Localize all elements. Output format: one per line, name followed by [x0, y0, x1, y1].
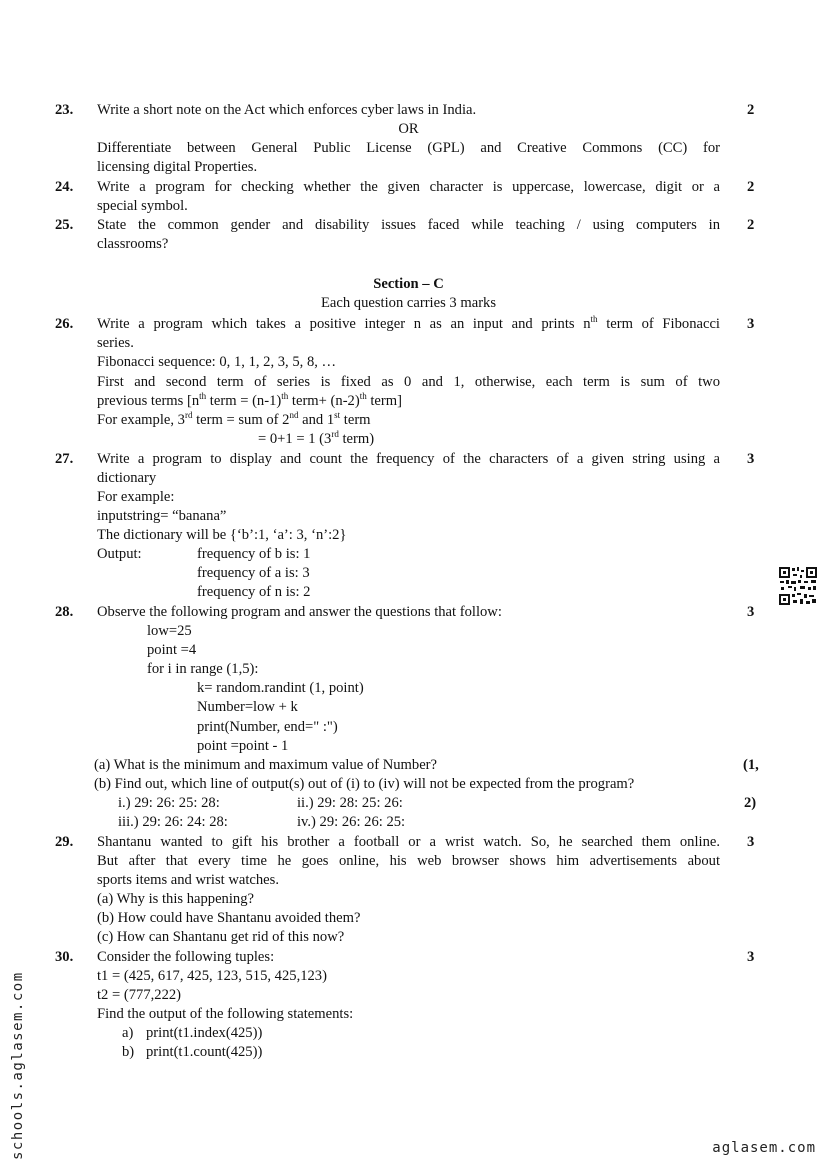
q28-code-inner-line: k= random.randint (1, point)	[197, 680, 364, 696]
q28-number: 28.	[55, 604, 74, 620]
q30-part-a-code: print(t1.index(425))	[146, 1025, 263, 1041]
q27-output-label: Output:	[97, 546, 142, 562]
q27-output-1: frequency of b is: 1	[197, 546, 311, 562]
q29-part-a: (a) Why is this happening?	[97, 891, 254, 907]
qr-code-icon	[778, 566, 818, 606]
q26-line7: = 0+1 = 1 (3rd term)	[258, 429, 375, 447]
q23-marks: 2	[747, 102, 755, 118]
q28-code-inner-line: print(Number, end=" :")	[197, 719, 338, 735]
q24-number: 24.	[55, 179, 74, 195]
q26-line5: previous terms [$n^{th}$ term = $(n-1)^{th}$ term+ $(n-2)^{th}$ term]	[97, 391, 402, 409]
q27-line2: dictionary	[97, 470, 157, 486]
q28-intro: Observe the following program and answer the questions that follow:	[97, 604, 502, 620]
q29-marks: 3	[747, 834, 755, 850]
q29-part-c: (c) How can Shantanu get rid of this now?	[97, 929, 345, 945]
q28-code-line: low=25	[147, 623, 192, 639]
q23-or: OR	[398, 121, 419, 137]
q25-marks: 2	[747, 217, 755, 233]
q28-option-ii: ii.) 29: 28: 25: 26:	[297, 795, 403, 811]
q30-number: 30.	[55, 949, 74, 965]
q29-line2: But after that every time he goes online, his web browser shows him advertisements about	[97, 853, 720, 869]
q30-line4: Find the output of the following statements:	[97, 1006, 354, 1022]
q30-part-b-label: b)	[122, 1044, 135, 1060]
q23-alt-line2: licensing digital Properties.	[97, 159, 258, 175]
side-watermark: schools.aglasem.com	[10, 971, 26, 1160]
q28-code-inner-line: Number=low + k	[197, 699, 298, 715]
q29-line3: sports items and wrist watches.	[97, 872, 279, 888]
q29-number: 29.	[55, 834, 74, 850]
q25-number: 25.	[55, 217, 74, 233]
q25-line1: State the common gender and disability issues faced while teaching / using computers in	[97, 217, 720, 233]
section-c-subtitle: Each question carries 3 marks	[320, 295, 497, 311]
q28-code-line: point =4	[147, 642, 197, 658]
q30-part-a-label: a)	[122, 1025, 134, 1041]
q26-line4: First and second term of series is fixed as 0 and 1, otherwise, each term is sum of two	[97, 374, 720, 390]
q27-line5: The dictionary will be {‘b’:1, ‘a’: 3, ‘n’:2}	[97, 527, 347, 543]
section-c-title: Section – C	[373, 276, 444, 292]
q28-code-inner-line: point =point - 1	[197, 738, 289, 754]
q30-tuple-t2: t2 = (777,222)	[97, 987, 182, 1003]
q28-option-i: i.) 29: 26: 25: 28:	[118, 795, 220, 811]
q27-output-2: frequency of a is: 3	[197, 565, 310, 581]
q28-option-iii: iii.) 29: 26: 24: 28:	[118, 814, 228, 830]
q23-text: Write a short note on the Act which enforces cyber laws in India.	[97, 102, 477, 118]
q30-tuple-t1: t1 = (425, 617, 425, 123, 515, 425,123)	[97, 968, 327, 984]
q24-line2: special symbol.	[97, 198, 188, 214]
q30-marks: 3	[747, 949, 755, 965]
q27-marks: 3	[747, 451, 755, 467]
q28-part-a-marks: (1,	[743, 757, 759, 773]
q26-line6: For example, 3rd term = sum of 2nd and 1st term	[97, 410, 371, 428]
q23-number: 23.	[55, 102, 74, 118]
q23-alt-line1: Differentiate between General Public License (GPL) and Creative Commons (CC) for	[97, 140, 720, 156]
q28-marks: 3	[747, 604, 755, 620]
q24-line1: Write a program for checking whether the given character is uppercase, lowercase, digit or a	[97, 179, 720, 195]
q28-option-iv: iv.) 29: 26: 26: 25:	[297, 814, 406, 830]
q27-number: 27.	[55, 451, 74, 467]
q26-line3: Fibonacci sequence: 0, 1, 1, 2, 3, 5, 8, …	[97, 354, 337, 370]
q24-marks: 2	[747, 179, 755, 195]
q28-part-a: (a) What is the minimum and maximum value of Number?	[94, 757, 438, 773]
q29-line1: Shantanu wanted to gift his brother a football or a wrist watch. So, he searched them online.	[97, 834, 720, 850]
q26-line1: Write a program which takes a positive integer n as an input and prints $n^{th}$ term of Fibonacci	[97, 314, 720, 332]
q28-code-line: for i in range (1,5):	[147, 661, 259, 677]
q25-line2: classrooms?	[97, 236, 169, 252]
q28-part-b: (b) Find out, which line of output(s) out of (i) to (iv) will not be expected from the program?	[94, 776, 635, 792]
q30-line1: Consider the following tuples:	[97, 949, 275, 965]
q27-output-3: frequency of n is: 2	[197, 584, 311, 600]
q27-line3: For example:	[97, 489, 175, 505]
q27-line1: Write a program to display and count the frequency of the characters of a given string using a	[97, 451, 720, 467]
q28-part-b-marks: 2)	[744, 795, 757, 811]
q29-part-b: (b) How could have Shantanu avoided them?	[97, 910, 361, 926]
footer-watermark: aglasem.com	[712, 1140, 816, 1156]
q30-part-b-code: print(t1.count(425))	[146, 1044, 263, 1060]
q26-marks: 3	[747, 316, 755, 332]
q26-number: 26.	[55, 316, 74, 332]
q26-line2: series.	[97, 335, 134, 351]
q27-line4: inputstring= “banana”	[97, 508, 227, 524]
